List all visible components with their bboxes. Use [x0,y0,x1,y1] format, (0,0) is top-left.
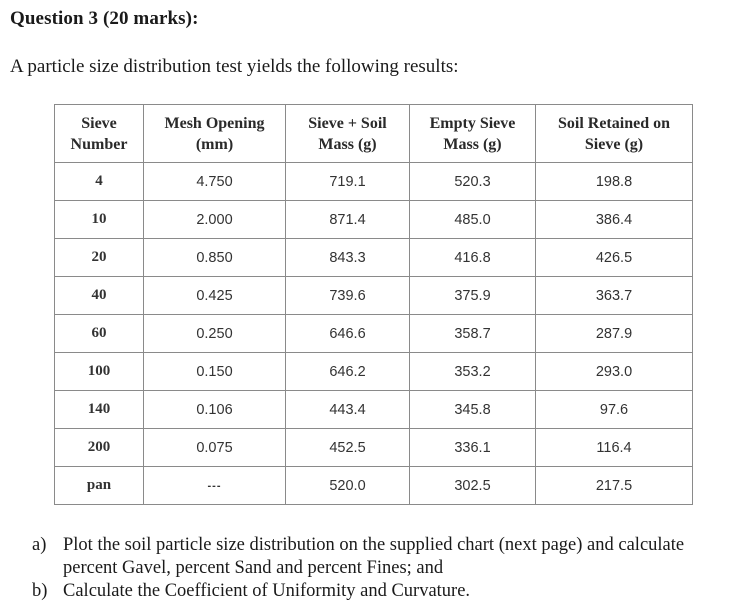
task-marker: b) [32,581,48,601]
cell-sieve-number: 40 [55,277,144,315]
header-text: Mass (g) [318,135,377,153]
table-row [55,467,693,505]
cell-mesh-opening: 2.000 [144,201,286,239]
cell-sieve-soil-mass: 646.2 [286,353,410,391]
cell-sieve-soil-mass: 739.6 [286,277,410,315]
results-table [54,104,693,505]
question-intro: A particle size distribution test yields the following results: [10,56,459,77]
cell-mesh-opening: 4.750 [144,163,286,201]
task-item-b [32,580,723,603]
task-list [32,534,723,603]
header-text: Mass (g) [443,135,502,153]
cell-empty-sieve-mass: 358.7 [410,315,536,353]
cell-empty-sieve-mass: 485.0 [410,201,536,239]
cell-sieve-soil-mass: 520.0 [286,467,410,505]
task-marker: a) [32,535,47,555]
cell-sieve-number: 140 [55,391,144,429]
cell-empty-sieve-mass: 416.8 [410,239,536,277]
cell-sieve-soil-mass: 443.4 [286,391,410,429]
cell-sieve-soil-mass: 452.5 [286,429,410,467]
cell-mesh-opening: --- [144,467,286,505]
table-row [55,353,693,391]
header-text: Mesh Opening [164,114,265,132]
cell-empty-sieve-mass: 353.2 [410,353,536,391]
cell-empty-sieve-mass: 336.1 [410,429,536,467]
table-row [55,239,693,277]
cell-mesh-opening: 0.150 [144,353,286,391]
table-row [55,429,693,467]
task-text: Plot the soil particle size distribution on the supplied chart (next page) and calculate percent Gavel, percent Sand and percent Fines; and [63,535,685,578]
cell-empty-sieve-mass: 375.9 [410,277,536,315]
header-text: Sieve (g) [584,135,644,153]
cell-sieve-number: 4 [55,163,144,201]
cell-sieve-number: 60 [55,315,144,353]
table-header-row [55,105,693,163]
header-mesh-opening [144,105,286,163]
cell-sieve-soil-mass: 719.1 [286,163,410,201]
cell-empty-sieve-mass: 345.8 [410,391,536,429]
cell-mesh-opening: 0.250 [144,315,286,353]
header-text: Empty Sieve [429,114,516,132]
cell-soil-retained: 97.6 [536,391,693,429]
question-heading: Question 3 (20 marks): [10,8,199,29]
cell-sieve-number: 20 [55,239,144,277]
table-row [55,391,693,429]
cell-sieve-soil-mass: 871.4 [286,201,410,239]
cell-mesh-opening: 0.106 [144,391,286,429]
cell-soil-retained: 198.8 [536,163,693,201]
cell-soil-retained: 363.7 [536,277,693,315]
table-row [55,201,693,239]
header-text: Sieve + Soil [308,114,387,132]
task-item-a [32,534,723,580]
header-sieve-soil-mass [286,105,410,163]
cell-sieve-number: 10 [55,201,144,239]
cell-mesh-opening: 0.075 [144,429,286,467]
header-text: Soil Retained on [557,114,670,132]
header-soil-retained [536,105,693,163]
cell-mesh-opening: 0.425 [144,277,286,315]
cell-sieve-number: 200 [55,429,144,467]
cell-sieve-number: 100 [55,353,144,391]
header-empty-sieve-mass [410,105,536,163]
table-row [55,163,693,201]
cell-empty-sieve-mass: 520.3 [410,163,536,201]
table-row [55,277,693,315]
table-row [55,315,693,353]
cell-mesh-opening: 0.850 [144,239,286,277]
header-text: (mm) [195,135,234,153]
header-text: Sieve [81,114,117,132]
task-text: Calculate the Coefficient of Uniformity and Curvature. [63,581,471,601]
cell-soil-retained: 293.0 [536,353,693,391]
cell-soil-retained: 116.4 [536,429,693,467]
cell-sieve-soil-mass: 646.6 [286,315,410,353]
cell-soil-retained: 287.9 [536,315,693,353]
cell-sieve-soil-mass: 843.3 [286,239,410,277]
header-sieve-number [55,105,144,163]
cell-soil-retained: 426.5 [536,239,693,277]
cell-soil-retained: 386.4 [536,201,693,239]
cell-empty-sieve-mass: 302.5 [410,467,536,505]
cell-sieve-number: pan [55,467,144,505]
cell-soil-retained: 217.5 [536,467,693,505]
header-text: Number [70,135,128,153]
